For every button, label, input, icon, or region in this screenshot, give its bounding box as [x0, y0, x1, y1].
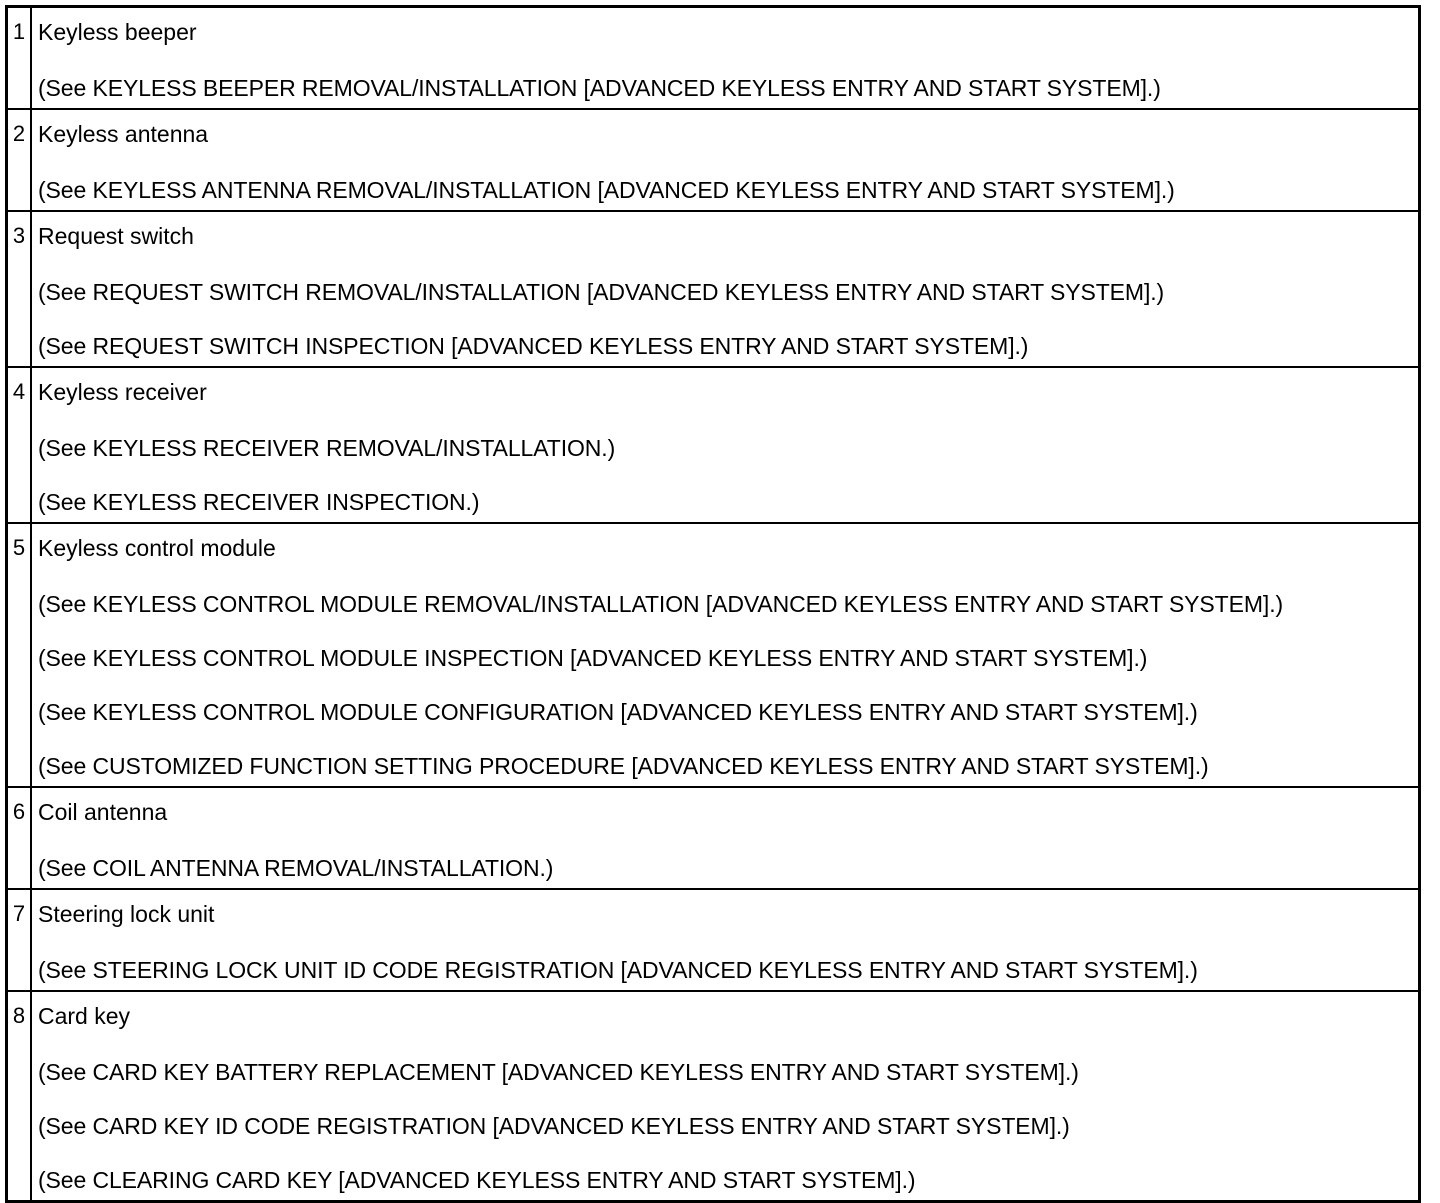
procedure-reference: (See KEYLESS RECEIVER REMOVAL/INSTALLATION.) — [38, 435, 616, 461]
table-row — [7, 889, 1420, 991]
procedure-reference: (See REQUEST SWITCH INSPECTION [ADVANCED KEYLESS ENTRY AND START SYSTEM].) — [38, 333, 1029, 359]
item-content — [31, 787, 1420, 889]
item-content — [31, 211, 1420, 367]
component-title: Keyless control module — [38, 535, 276, 561]
item-number: 2 — [7, 109, 32, 211]
item-content — [31, 109, 1420, 211]
component-title: Keyless receiver — [38, 379, 207, 405]
component-title: Keyless beeper — [38, 19, 197, 45]
procedure-reference: (See KEYLESS BEEPER REMOVAL/INSTALLATION [ADVANCED KEYLESS ENTRY AND START SYSTEM].) — [38, 75, 1161, 101]
table-row — [7, 523, 1420, 787]
table-row — [7, 787, 1420, 889]
procedure-reference: (See KEYLESS CONTROL MODULE CONFIGURATION [ADVANCED KEYLESS ENTRY AND START SYSTEM].) — [38, 699, 1198, 725]
item-content — [31, 991, 1420, 1202]
procedure-reference: (See CARD KEY ID CODE REGISTRATION [ADVANCED KEYLESS ENTRY AND START SYSTEM].) — [38, 1113, 1070, 1139]
procedure-reference: (See KEYLESS CONTROL MODULE REMOVAL/INSTALLATION [ADVANCED KEYLESS ENTRY AND START SYSTEM].) — [38, 591, 1284, 617]
item-content — [31, 889, 1420, 991]
component-title: Steering lock unit — [38, 901, 215, 927]
component-title: Coil antenna — [38, 799, 168, 825]
procedure-reference: (See CARD KEY BATTERY REPLACEMENT [ADVANCED KEYLESS ENTRY AND START SYSTEM].) — [38, 1059, 1079, 1085]
procedure-reference: (See KEYLESS CONTROL MODULE INSPECTION [ADVANCED KEYLESS ENTRY AND START SYSTEM].) — [38, 645, 1148, 671]
procedure-reference: (See KEYLESS ANTENNA REMOVAL/INSTALLATION [ADVANCED KEYLESS ENTRY AND START SYSTEM].) — [38, 177, 1175, 203]
item-number: 1 — [7, 7, 32, 110]
table-row — [7, 991, 1420, 1202]
table-row — [7, 109, 1420, 211]
procedure-reference: (See KEYLESS RECEIVER INSPECTION.) — [38, 489, 480, 515]
table-row — [7, 211, 1420, 367]
component-reference-table — [5, 5, 1421, 1203]
table-row — [7, 367, 1420, 523]
item-number: 3 — [7, 211, 32, 367]
item-number: 6 — [7, 787, 32, 889]
procedure-reference: (See COIL ANTENNA REMOVAL/INSTALLATION.) — [38, 855, 554, 881]
item-number: 4 — [7, 367, 32, 523]
procedure-reference: (See STEERING LOCK UNIT ID CODE REGISTRATION [ADVANCED KEYLESS ENTRY AND START SYSTEM].) — [38, 957, 1198, 983]
table-body — [7, 7, 1420, 1202]
item-content — [31, 523, 1420, 787]
procedure-reference: (See CUSTOMIZED FUNCTION SETTING PROCEDURE [ADVANCED KEYLESS ENTRY AND START SYSTEM].) — [38, 753, 1209, 779]
item-number: 5 — [7, 523, 32, 787]
component-title: Request switch — [38, 223, 194, 249]
item-number: 7 — [7, 889, 32, 991]
item-number: 8 — [7, 991, 32, 1202]
procedure-reference: (See REQUEST SWITCH REMOVAL/INSTALLATION [ADVANCED KEYLESS ENTRY AND START SYSTEM].) — [38, 279, 1165, 305]
item-content — [31, 367, 1420, 523]
procedure-reference: (See CLEARING CARD KEY [ADVANCED KEYLESS ENTRY AND START SYSTEM].) — [38, 1167, 916, 1193]
table-row — [7, 7, 1420, 110]
component-title: Keyless antenna — [38, 121, 209, 147]
component-title: Card key — [38, 1003, 131, 1029]
item-content — [31, 7, 1420, 110]
